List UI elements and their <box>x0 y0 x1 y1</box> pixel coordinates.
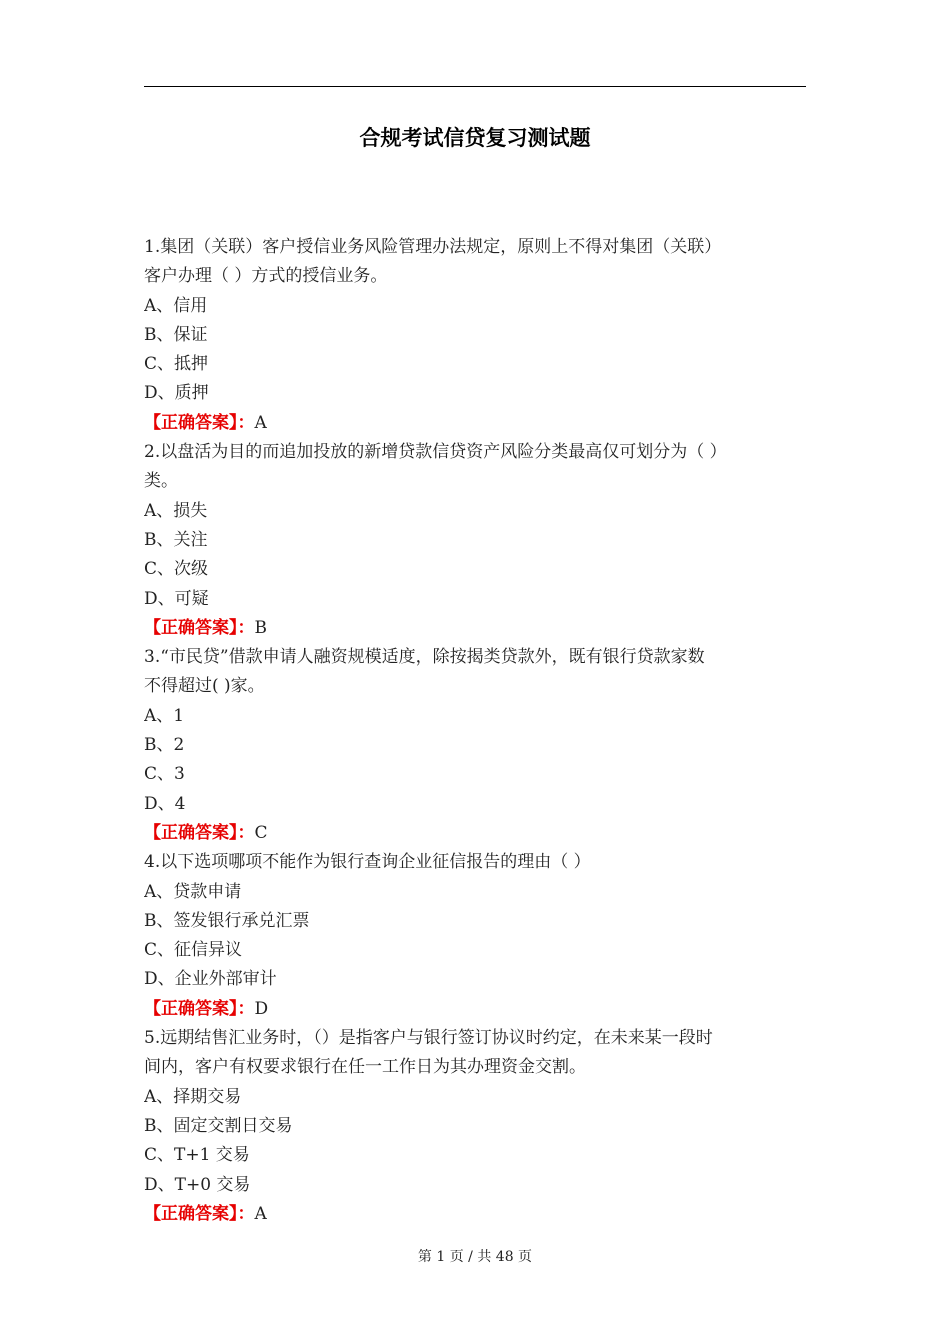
answer-label: 【正确答案】： <box>144 998 255 1019</box>
option-b: B、关注 <box>144 529 208 550</box>
answer-label: 【正确答案】： <box>144 412 255 433</box>
correct-answer <box>144 614 806 643</box>
question-3 <box>144 643 806 848</box>
option-a: A、择期交易 <box>144 1086 242 1107</box>
option-c: C、征信异议 <box>144 940 243 961</box>
answer-value: D <box>254 998 269 1019</box>
page-number: 第 1 页 / 共 48 页 <box>417 1249 533 1265</box>
option-a: A、损失 <box>144 500 208 521</box>
question-list <box>144 233 806 1229</box>
option-b: B、签发银行承兑汇票 <box>144 910 310 931</box>
option-c: C、3 <box>144 764 185 785</box>
correct-answer <box>144 1200 806 1229</box>
question-text: 2.以盘活为目的而追加投放的新增贷款信贷资产风险分类最高仅可划分为（ ） <box>144 442 727 463</box>
question-text: 5.远期结售汇业务时，（）是指客户与银行签订协议时约定，在未来某一段时 <box>144 1028 713 1049</box>
correct-answer <box>144 409 806 438</box>
answer-value: A <box>254 1203 267 1224</box>
correct-answer <box>144 995 806 1024</box>
option-d: D、T+0 交易 <box>144 1174 251 1195</box>
option-c: C、次级 <box>144 559 209 580</box>
option-d: D、企业外部审计 <box>144 969 277 990</box>
question-4 <box>144 848 806 1024</box>
answer-label: 【正确答案】： <box>144 617 255 638</box>
option-a: A、1 <box>144 705 185 726</box>
answer-value: B <box>254 617 267 638</box>
option-a: A、贷款申请 <box>144 881 242 902</box>
question-2 <box>144 438 806 643</box>
question-text: 间内，客户有权要求银行在任一工作日为其办理资金交割。 <box>144 1057 586 1078</box>
answer-label: 【正确答案】： <box>144 822 255 843</box>
option-b: B、2 <box>144 735 185 756</box>
question-5 <box>144 1024 806 1229</box>
question-1 <box>144 233 806 438</box>
option-a: A、信用 <box>144 295 208 316</box>
option-d: D、可疑 <box>144 588 209 609</box>
page-title: 合规考试信贷复习测试题 <box>359 126 591 150</box>
answer-value: A <box>254 412 267 433</box>
option-c: C、T+1 交易 <box>144 1145 250 1166</box>
option-b: B、固定交割日交易 <box>144 1115 293 1136</box>
answer-value: C <box>254 822 268 843</box>
answer-label: 【正确答案】： <box>144 1203 255 1224</box>
option-b: B、保证 <box>144 324 208 345</box>
question-text: 1.集团（关联）客户授信业务风险管理办法规定，原则上不得对集团（关联） <box>144 237 722 257</box>
option-d: D、质押 <box>144 383 209 404</box>
question-text: 类。 <box>144 471 178 492</box>
option-d: D、4 <box>144 793 186 814</box>
option-c: C、抵押 <box>144 354 209 375</box>
question-text: 3.“市民贷”借款申请人融资规模适度，除按揭类贷款外，既有银行贷款家数 <box>144 647 705 668</box>
correct-answer <box>144 819 806 848</box>
header-rule <box>144 86 806 87</box>
question-text: 不得超过( )家。 <box>144 676 265 697</box>
question-text: 4.以下选项哪项不能作为银行查询企业征信报告的理由（ ） <box>144 852 591 873</box>
question-text: 客户办理（ ）方式的授信业务。 <box>144 266 388 287</box>
